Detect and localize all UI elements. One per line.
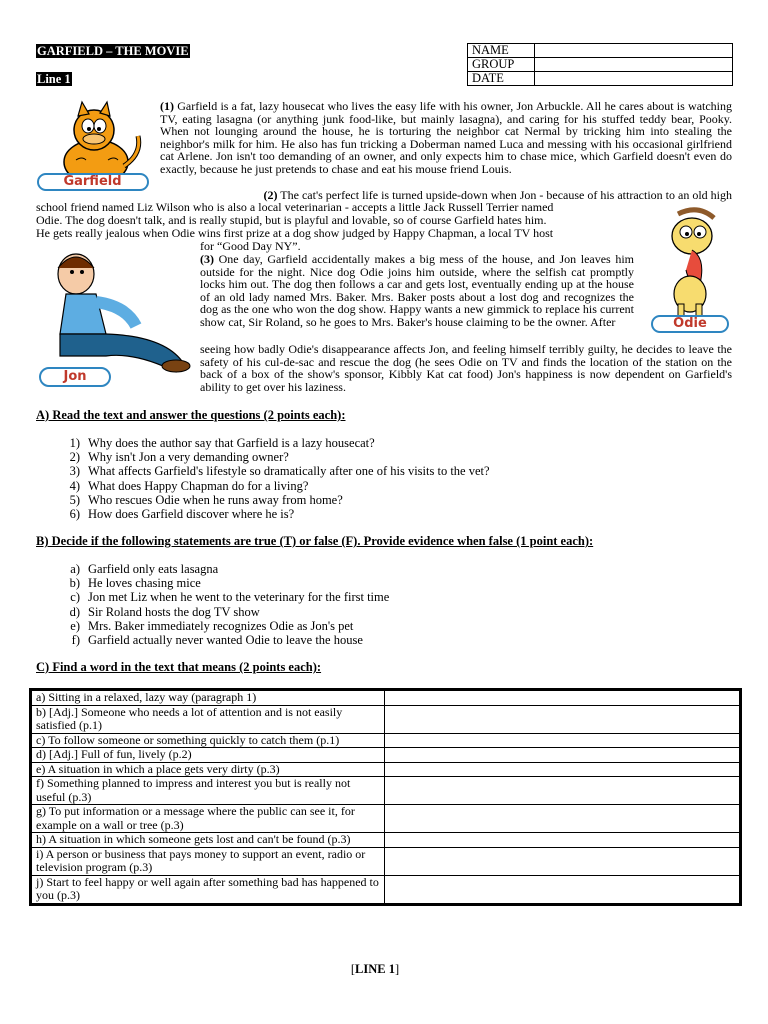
- answer-cell[interactable]: [385, 805, 740, 833]
- paragraph-3-part-1: (3) One day, Garfield accidentally makes a big mess of the house, and Jon leaves him outside for the night. Nice dog Odie joins him outside, where the selfish cat promptly locks him out. The dog then follows a car and gets lost, eventually ending up at the house of an old lady named Mrs. Baker. Mrs. Baker posts about a lost dog and recognizes the dog as the one who won the dog show. Happy wants a new gimmick to replace his current show cat, Sir Roland, so he goes to Mrs. Baker's house claiming to be the owner. After: [200, 252, 634, 329]
- worksheet-title: GARFIELD – THE MOVIE: [37, 44, 189, 58]
- group-field[interactable]: [535, 58, 733, 72]
- table-row: a) Sitting in a relaxed, lazy way (paragraph 1): [32, 691, 740, 706]
- answer-cell[interactable]: [385, 748, 740, 763]
- table-row: g) To put information or a message where the public can see it, for example on a wall or tree (p.3): [32, 805, 740, 833]
- paragraph-1: [160, 100, 732, 176]
- footer-label: LINE 1: [355, 962, 395, 976]
- table-row: j) Start to feel happy or well again after something bad has happened to you (p.3): [32, 875, 740, 903]
- date-label: DATE: [468, 72, 535, 86]
- answer-cell[interactable]: [385, 847, 740, 875]
- name-field[interactable]: [535, 44, 733, 58]
- group-label: GROUP: [468, 58, 535, 72]
- section-a-heading: A) Read the text and answer the questions (2 points each):: [36, 408, 346, 422]
- paragraph-2-line-1: (2) The cat's perfect life is turned upside-down when Jon - because of his attraction to an old high: [263, 188, 732, 202]
- list-item: 6) How does Garfield discover where he is?: [69, 507, 295, 522]
- section-b-statements: [36, 562, 726, 647]
- list-item: e) Mrs. Baker immediately recognizes Odie as Jon's pet: [70, 618, 354, 633]
- list-item: 3) What affects Garfield's lifestyle so dramatically after one of his visits to the vet?: [69, 464, 490, 479]
- table-row: h) A situation in which someone gets lost and can't be found (p.3): [32, 833, 740, 848]
- paragraph-2-line-4: He gets really jealous when Odie wins first prize at a dog show judged by Happy Chapman, a local TV host: [36, 226, 554, 240]
- list-item: f) Garfield actually never wanted Odie to leave the house: [71, 633, 363, 648]
- answer-cell[interactable]: [385, 777, 740, 805]
- list-item: 4) What does Happy Chapman do for a living?: [69, 478, 309, 493]
- date-field[interactable]: [535, 72, 733, 86]
- list-item: a) Garfield only eats lasagna: [70, 562, 219, 576]
- paragraph-2-line-3: Odie. The dog doesn't talk, and is really stupid, but is playful and lovable, so of course Garfield hates him.: [36, 213, 547, 227]
- odie-image: [648, 206, 732, 334]
- page-footer: [LINE 1]: [350, 962, 400, 976]
- paragraph-2-line-2: school friend named Liz Wilson who is also a local veterinarian - accepts a little Jack Russell Terrier named: [36, 200, 554, 214]
- paragraph-3-part-2: seeing how badly Odie's disappearance affects Jon, and feeling himself terribly guilty, he decides to leave the safety of his cul-de-sac and rescue the dog (he sees Odie on TV and finds the location of the station on the back of a box of the show's sponsor, Kibbly Kat cat food) Jon's happiness is now dependent on Garfield's ability to get over his laziness.: [200, 342, 732, 394]
- list-item: 5) Who rescues Odie when he runs away from home?: [69, 492, 343, 507]
- answer-cell[interactable]: [385, 762, 740, 777]
- answer-cell[interactable]: [385, 875, 740, 903]
- paragraph-2-number: (2): [263, 188, 278, 202]
- paragraph-1-text: Garfield is a fat, lazy housecat who lives the easy life with his owner, Jon Arbuckle. All he cares about is watching TV, eating lasagna (or anything junk food-like, but mainly lasagna), and caring for his stuffed teddy bear, Pooky. When not lounging around the house, he is torturing the neighbor cat Nermal by tricking him into stealing the neighbor's milk for him. He also has fun tricking a Doberman named Luca and messing with his occasional girlfriend cat Arlene. Jon isn't too demanding of an owner, and only expects him to chase mice, which Garfield doesn't even do exactly, because he just pretends to chase and eat his mouse friend Louis.: [160, 99, 733, 176]
- section-a-questions: [36, 436, 726, 521]
- table-row: e) A situation in which a place gets very dirty (p.3): [32, 762, 740, 777]
- list-item: 2) Why isn't Jon a very demanding owner?: [69, 450, 289, 465]
- table-row: b) [Adj.] Someone who needs a lot of attention and is not easily satisfied (p.1): [32, 705, 740, 733]
- table-row: i) A person or business that pays money to support an event, radio or television program (p.3): [32, 847, 740, 875]
- list-item: 1) Why does the author say that Garfield is a lazy housecat?: [69, 436, 375, 450]
- line-label: Line 1: [37, 72, 71, 86]
- list-item: c) Jon met Liz when he went to the veterinary for the first time: [70, 590, 390, 605]
- name-label: NAME: [468, 44, 535, 58]
- student-info-table: [467, 43, 733, 86]
- vocabulary-table: [31, 690, 740, 904]
- answer-cell[interactable]: [385, 691, 740, 706]
- odie-label: Odie: [673, 316, 707, 331]
- table-row: c) To follow someone or something quickly to catch them (p.1): [32, 733, 740, 748]
- garfield-label: Garfield: [63, 174, 122, 189]
- answer-cell[interactable]: [385, 705, 740, 733]
- list-item: b) He loves chasing mice: [69, 576, 201, 591]
- answer-cell[interactable]: [385, 733, 740, 748]
- jon-image: [36, 252, 194, 388]
- list-item: d) Sir Roland hosts the dog TV show: [69, 604, 260, 619]
- paragraph-2-line-5: for “Good Day NY”.: [200, 239, 301, 253]
- jon-label: Jon: [63, 369, 87, 384]
- section-b-heading: B) Decide if the following statements are true (T) or false (F). Provide evidence when false (1 point each):: [36, 534, 594, 548]
- answer-cell[interactable]: [385, 833, 740, 848]
- paragraph-1-number: (1): [160, 99, 174, 113]
- table-row: f) Something planned to impress and interest you but is really not useful (p.3): [32, 777, 740, 805]
- table-row: d) [Adj.] Full of fun, lively (p.2): [32, 748, 740, 763]
- paragraph-3-number: (3): [200, 252, 214, 266]
- section-c-heading: C) Find a word in the text that means (2 points each):: [36, 660, 322, 674]
- vocabulary-table-frame: [29, 688, 742, 906]
- garfield-image: [36, 100, 151, 192]
